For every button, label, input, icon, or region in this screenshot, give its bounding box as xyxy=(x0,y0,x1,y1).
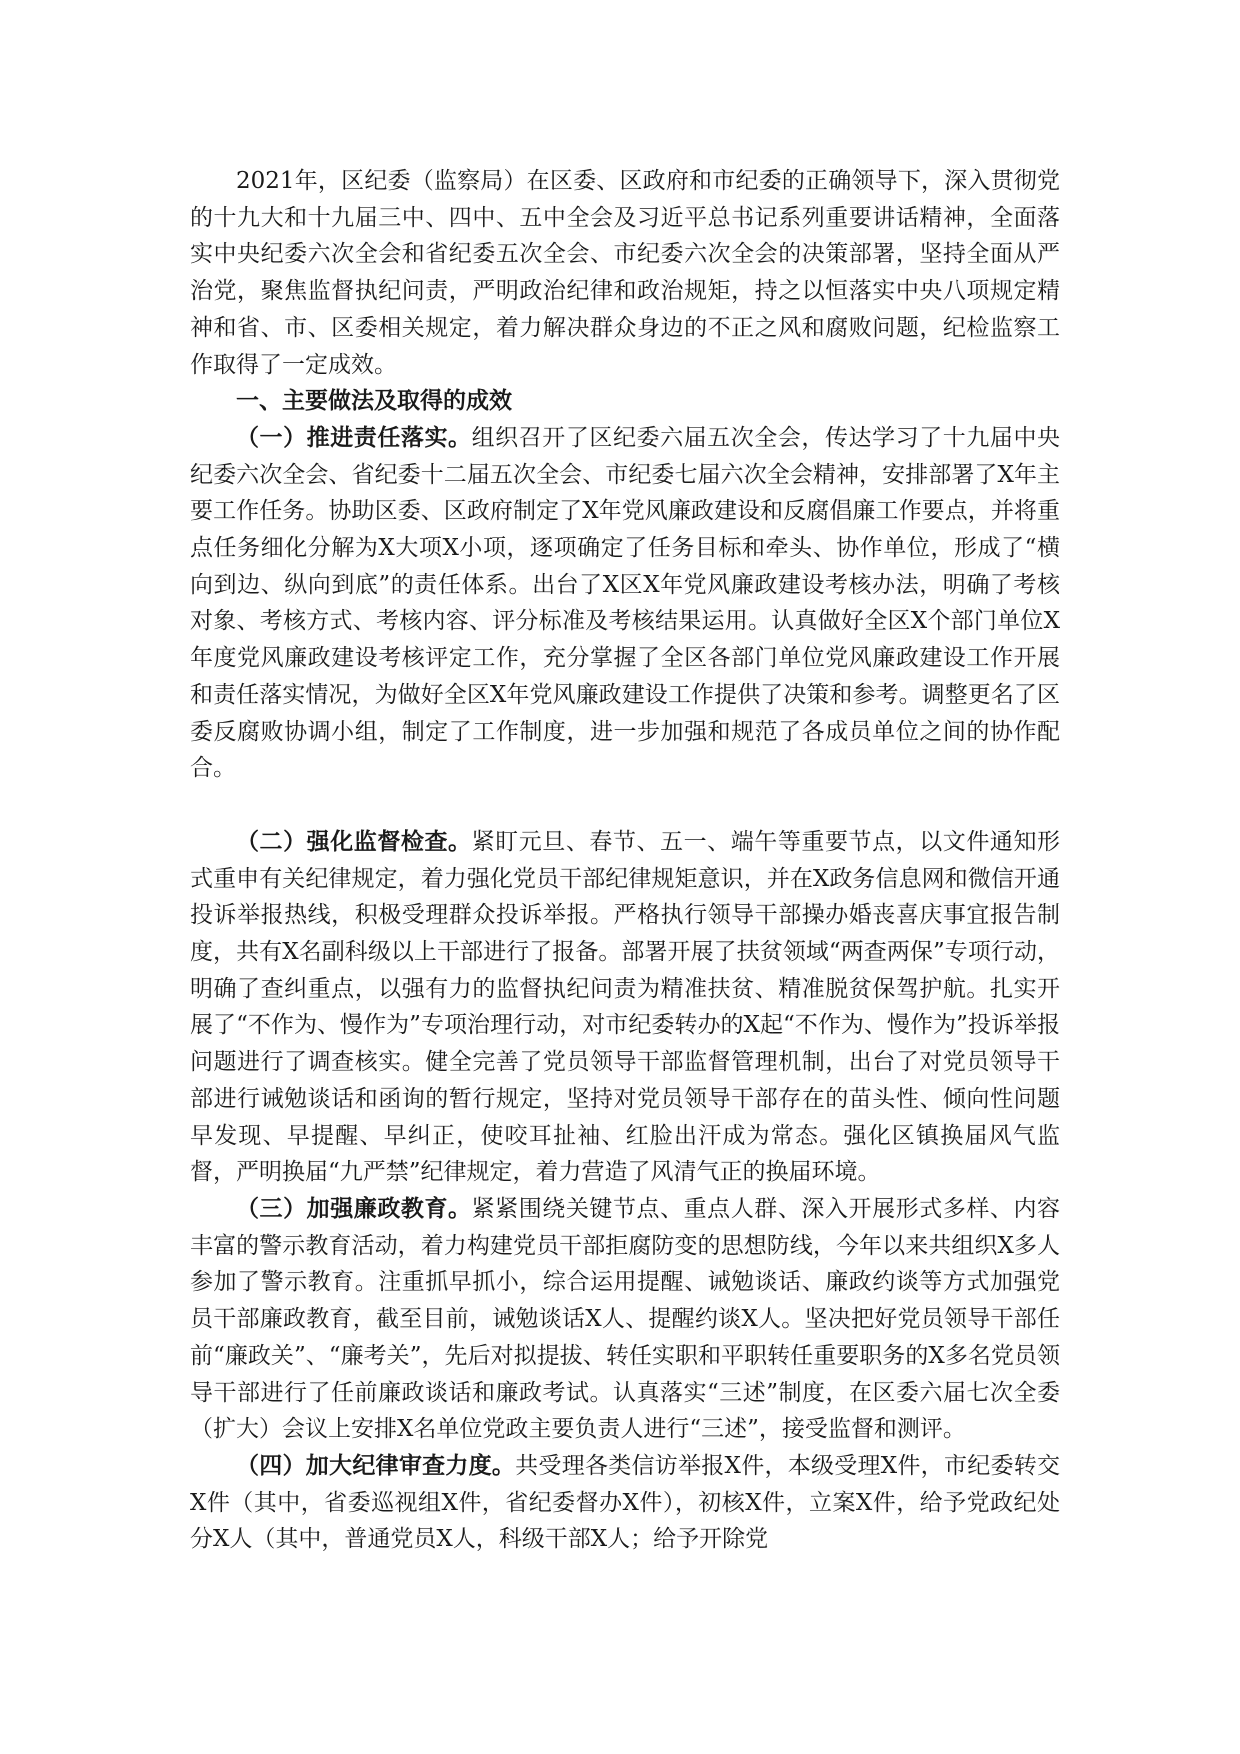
document-page xyxy=(190,163,1060,1558)
item-body: 紧紧围绕关键节点、重点人群、深入开展形式多样、内容丰富的警示教育活动，着力构建党员干部拒腐防变的思想防线，今年以来共组织X多人参加了警示教育。注重抓早抓小，综合运用提醒、诫勉谈话、廉政约谈等方式加强党员干部廉政教育，截至目前，诫勉谈话X人、提醒约谈X人。坚决把好党员领导干部任前“廉政关”、“廉考关”，先后对拟提拔、转任实职和平职转任重要职务的X多名党员领导干部进行了任前廉政谈话和廉政考试。认真落实“三述”制度，在区委六届七次全委（扩大）会议上安排X名单位党政主要负责人进行“三述”，接受监督和测评。 xyxy=(190,1195,1061,1443)
item-body: 组织召开了区纪委六届五次全会，传达学习了十九届中央纪委六次全会、省纪委十二届五次全会、市纪委七届六次全会精神，安排部署了X年主要工作任务。协助区委、区政府制定了X年党风廉政建设和反腐倡廉工作要点，并将重点任务细化分解为X大项X小项，逐项确定了任务目标和牵头、协作单位，形成了“横向到边、纵向到底”的责任体系。出台了X区X年党风廉政建设考核办法，明确了考核对象、考核方式、考核内容、评分标准及考核结果运用。认真做好全区X个部门单位X年度党风廉政建设考核评定工作，充分掌握了全区各部门单位党风廉政建设工作开展和责任落实情况，为做好全区X年党风廉政建设工作提供了决策和参考。调整更名了区委反腐败协调小组，制定了工作制度，进一步加强和规范了各成员单位之间的协作配合。 xyxy=(190,424,1061,782)
item-lead: （一）推进责任落实。 xyxy=(236,423,472,451)
item-body: 共受理各类信访举报X件，本级受理X件，市纪委转交X件（其中，省委巡视组X件，省纪委督办X件），初核X件，立案X件，给予党政纪处分X人（其中，普通党员X人，科级干部X人；给予开除党 xyxy=(190,1452,1060,1553)
item-lead: （二）强化监督检查。 xyxy=(236,827,472,855)
item-body: 紧盯元旦、春节、五一、端午等重要节点，以文件通知形式重申有关纪律规定，着力强化党员干部纪律规矩意识，并在X政务信息网和微信开通投诉举报热线，积极受理群众投诉举报。严格执行领导干部操办婚丧喜庆事宜报告制度，共有X名副科级以上干部进行了报备。部署开展了扶贫领域“两查两保”专项行动，明确了查纠重点，以强有力的监督执纪问责为精准扶贫、精准脱贫保驾护航。扎实开展了“不作为、慢作为”专项治理行动，对市纪委转办的X起“不作为、慢作为”投诉举报问题进行了调查核实。健全完善了党员领导干部监督管理机制，出台了对党员领导干部进行诫勉谈话和函询的暂行规定，坚持对党员领导干部存在的苗头性、倾向性问题早发现、早提醒、早纠正，使咬耳扯袖、红脸出汗成为常态。强化区镇换届风气监督，严明换届“九严禁”纪律规定，着力营造了风清气正的换届环境。 xyxy=(190,828,1061,1186)
item-paragraph-4 xyxy=(190,1448,1060,1558)
item-lead: （四）加大纪律审查力度。 xyxy=(236,1451,516,1479)
item-paragraph-3 xyxy=(190,1191,1060,1448)
section-heading: 一、主要做法及取得的成效 xyxy=(236,387,512,415)
item-paragraph-2 xyxy=(190,824,1060,1191)
intro-paragraph: 2021年，区纪委（监察局）在区委、区政府和市纪委的正确领导下，深入贯彻党的十九大和十九届三中、四中、五中全会及习近平总书记系列重要讲话精神，全面落实中央纪委六次全会和省纪委五次全会、市纪委六次全会的决策部署，坚持全面从严治党，聚焦监督执纪问责，严明政治纪律和政治规矩，持之以恒落实中央八项规定精神和省、市、区委相关规定，着力解决群众身边的不正之风和腐败问题，纪检监察工作取得了一定成效。 xyxy=(190,168,1060,378)
item-lead: （三）加强廉政教育。 xyxy=(236,1194,472,1222)
item-paragraph-1 xyxy=(190,420,1060,787)
